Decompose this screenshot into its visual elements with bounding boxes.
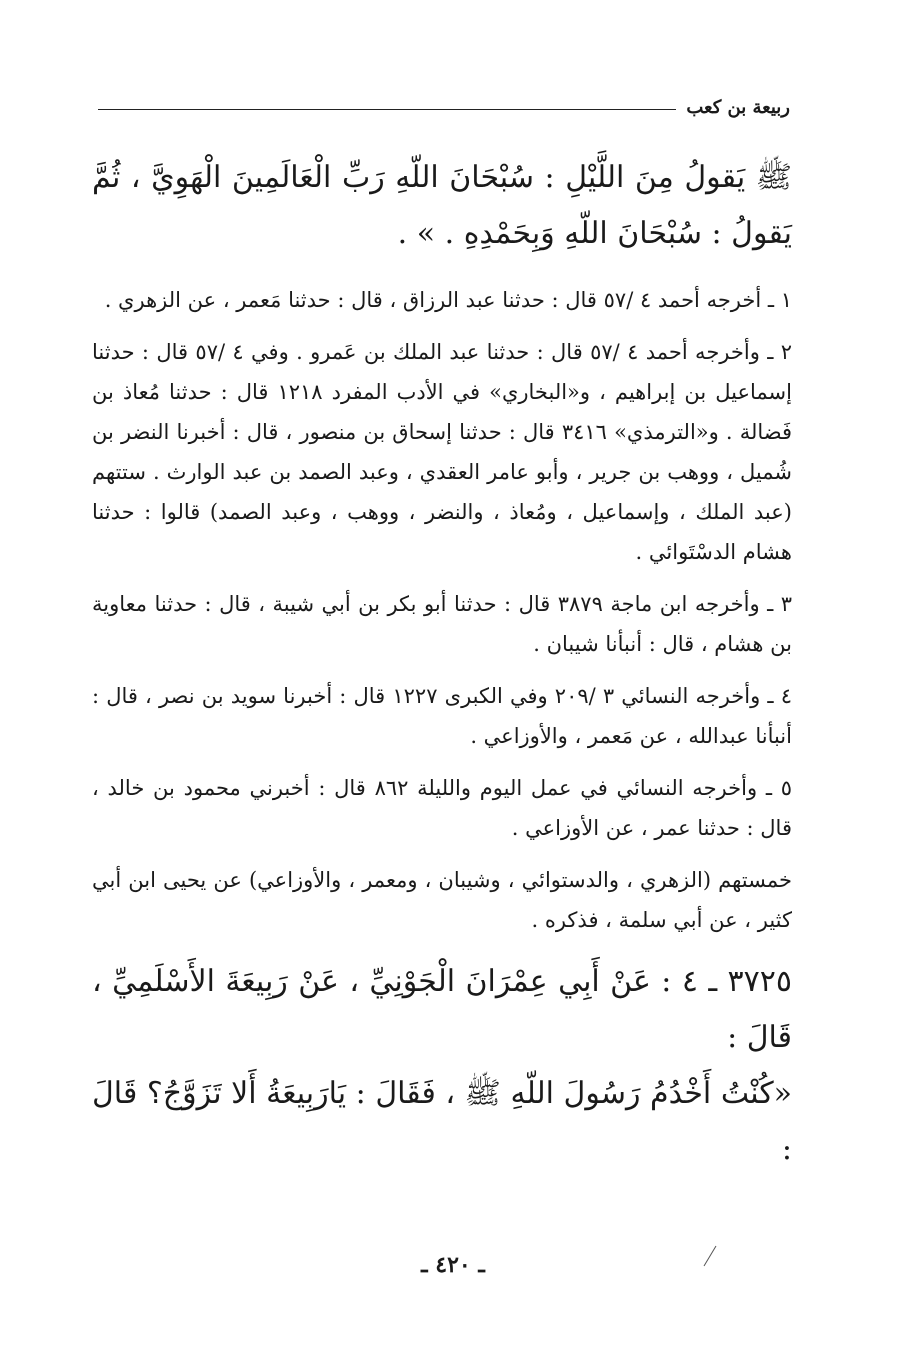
next-hadith-heading: ٣٧٢٥ ـ ٤ : عَنْ أَبِي عِمْرَانَ الْجَوْنِيِّ ، عَنْ رَبِيعَةَ الأَسْلَمِيِّ ، قَالَ : xyxy=(92,964,792,1055)
hadith-continuation: ﷺ يَقولُ مِنَ اللَّيْلِ : سُبْحَانَ اللّهِ رَبِّ الْعَالَمِينَ الْهَوِيَّ ، ثُمَّ يَقولُ : سُبْحَانَ اللّهِ وَبِحَمْدِهِ . » . xyxy=(92,160,792,251)
running-header xyxy=(98,92,790,122)
footnote-1: ١ ـ أخرجه أحمد ٤ /٥٧ قال : حدثنا عبد الرزاق ، قال : حدثنا مَعمر ، عن الزهري . xyxy=(104,288,792,312)
footnote-4: ٤ ـ وأخرجه النسائي ٣ /٢٠٩ وفي الكبرى ١٢٢٧ قال : أخبرنا سويد بن نصر ، قال : أنبأنا عبدالله ، عن مَعمر ، والأوزاعي . xyxy=(92,684,792,748)
page-content xyxy=(92,150,792,1178)
footnote-2: ٢ ـ وأخرجه أحمد ٤ /٥٧ قال : حدثنا عبد الملك بن عَمرو . وفي ٤ /٥٧ قال : حدثنا إسماعيل بن إبراهيم ، و«البخاري» في الأدب المفرد ١٢١٨ قال : حدثنا مُعاذ بن فَضالة . و«الترمذي» ٣٤١٦ قال : حدثنا إسحاق بن منصور ، قال : أخبرنا النضر بن شُميل ، ووهب بن جرير ، وأبو عامر العقدي ، وعبد الصمد بن عبد الوارث . ستتهم (عبد الملك ، وإسماعيل ، ومُعاذ ، والنضر ، ووهب ، وعبد الصمد) قالوا : حدثنا هشام الدسْتَوائي . xyxy=(92,340,792,564)
header-rule xyxy=(98,109,676,110)
page-number: ـ ٤٢٠ ـ xyxy=(421,1252,485,1278)
header-title: ربيعة بن كعب xyxy=(686,96,790,118)
footnote-summary: خمستهم (الزهري ، والدستوائي ، وشيبان ، ومعمر ، والأوزاعي) عن يحيى ابن أبي كثير ، عن أبي سلمة ، فذكره . xyxy=(92,868,792,932)
footnote-5: ٥ ـ وأخرجه النسائي في عمل اليوم والليلة ٨٦٢ قال : أخبرني محمود بن خالد ، قال : حدثنا عمر ، عن الأوزاعي . xyxy=(92,776,792,840)
next-hadith-text: «كُنْتُ أَخْدُمُ رَسُولَ اللّهِ ﷺ ، فَقَالَ : يَارَبِيعَةُ أَلا تَزَوَّجُ؟ قَالَ : xyxy=(92,1076,792,1167)
footnote-3: ٣ ـ وأخرجه ابن ماجة ٣٨٧٩ قال : حدثنا أبو بكر بن أبي شيبة ، قال : حدثنا معاوية بن هشام ، قال : أنبأنا شيبان . xyxy=(92,592,792,656)
